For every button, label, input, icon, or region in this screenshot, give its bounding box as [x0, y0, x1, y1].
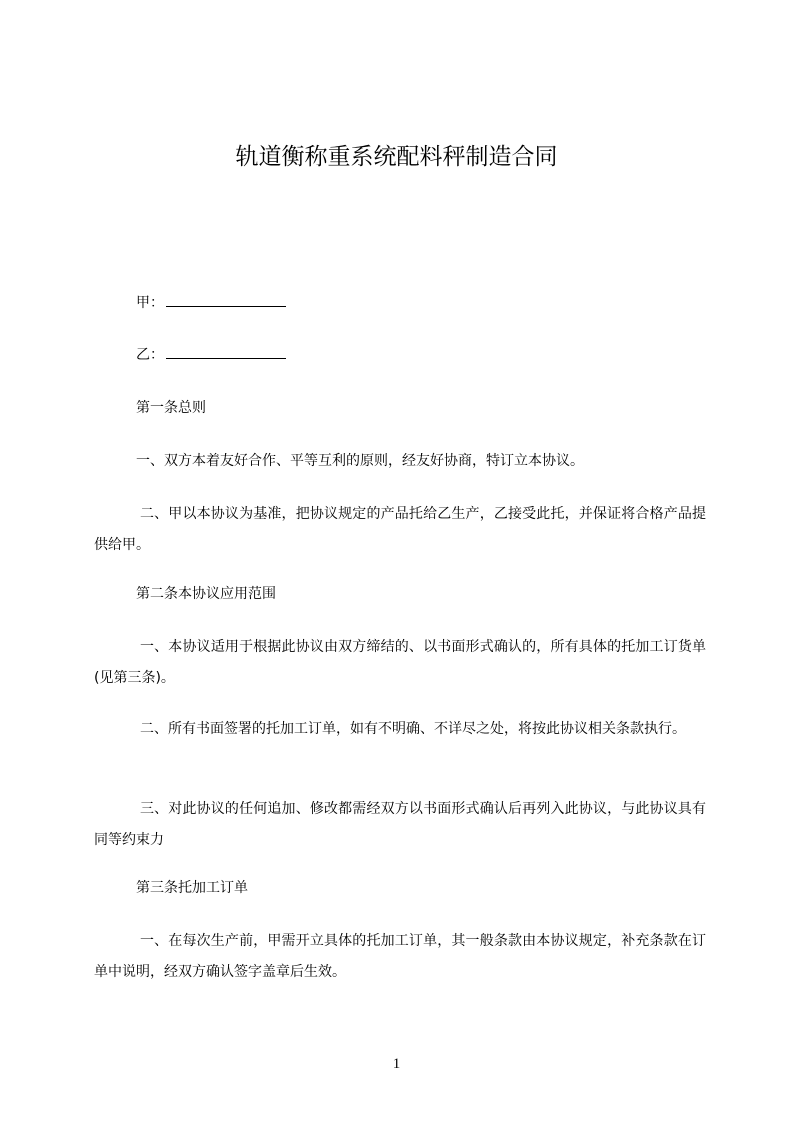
page-number: 1 — [392, 1056, 401, 1072]
party-b-label: 乙： — [136, 347, 164, 363]
section-2-paragraph-1: 一、本协议适用于根据此协议由双方缔结的、以书面形式确认的，所有具体的托加工订货单(见第三条)。 — [94, 639, 706, 686]
section-1-paragraph-2: 二、甲以本协议为基准，把协议规定的产品托给乙生产，乙接受此托，并保证将合格产品提供给甲。 — [94, 506, 706, 553]
document-title: 轨道衡称重系统配料秤制造合同 — [235, 144, 558, 170]
section-1-paragraph-1: 一、双方本着友好合作、平等互利的原则，经友好协商，特订立本协议。 — [136, 453, 584, 469]
section-1-heading: 第一条总则 — [136, 400, 206, 416]
party-b-blank — [166, 344, 286, 359]
section-2-paragraph-3: 三、对此协议的任何追加、修改都需经双方以书面形式确认后再列入此协议，与此协议具有同等约束力 — [94, 801, 706, 848]
section-2-paragraph-2: 二、所有书面签署的托加工订单，如有不明确、不详尽之处，将按此协议相关条款执行。 — [140, 721, 686, 737]
section-3-heading: 第三条托加工订单 — [136, 880, 248, 896]
party-a-label: 甲： — [136, 295, 164, 311]
party-b-line — [136, 344, 286, 365]
party-a-line — [136, 292, 286, 313]
section-2-heading: 第二条本协议应用范围 — [136, 586, 276, 602]
section-3-paragraph-1: 一、在每次生产前，甲需开立具体的托加工订单，其一般条款由本协议规定，补充条款在订单中说明，经双方确认签字盖章后生效。 — [94, 933, 706, 980]
party-a-blank — [166, 292, 286, 307]
